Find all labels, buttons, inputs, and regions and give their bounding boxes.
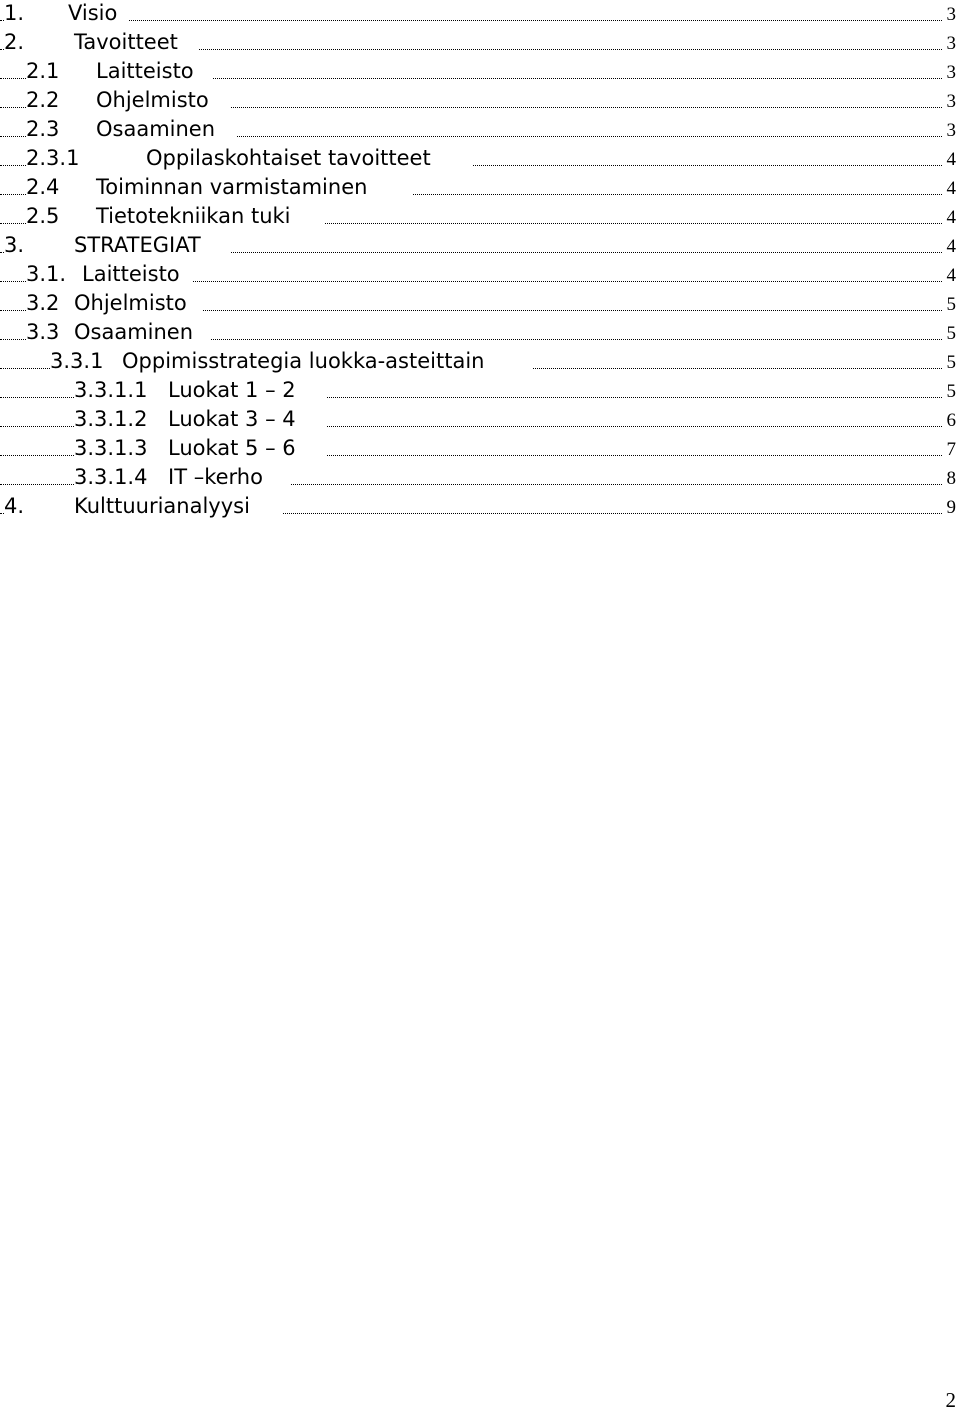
- toc-number: 3.3.1.1: [74, 378, 148, 402]
- page-number: 2: [945, 1388, 956, 1412]
- toc-row-8[interactable]: [0, 203, 960, 232]
- toc-page-number: 3: [946, 118, 957, 144]
- toc-title: Kulttuurianalyysi: [74, 494, 250, 518]
- toc-title: Luokat 5 – 6: [168, 436, 296, 460]
- toc-number: 2.1: [26, 59, 60, 83]
- toc-number: 3.3.1: [50, 349, 104, 373]
- toc-number: 2.2: [26, 88, 60, 112]
- toc-row-18[interactable]: [0, 493, 960, 522]
- toc-number: 3.3.1.4: [74, 465, 148, 489]
- toc-page-number: 3: [946, 31, 957, 57]
- dot-leader: [0, 20, 942, 21]
- toc-number: 2.: [4, 30, 25, 54]
- toc-title: Osaaminen: [74, 320, 194, 344]
- toc-row-12[interactable]: [0, 319, 960, 348]
- toc-title: Luokat 1 – 2: [168, 378, 296, 402]
- toc-title: Ohjelmisto: [96, 88, 209, 112]
- toc-title: Osaaminen: [96, 117, 216, 141]
- toc-title: STRATEGIAT: [74, 233, 201, 257]
- toc-page-number: 4: [946, 147, 957, 173]
- toc-number: 3.: [4, 233, 25, 257]
- toc-number: 4.: [4, 494, 25, 518]
- toc-row-11[interactable]: [0, 290, 960, 319]
- toc-row-17[interactable]: [0, 464, 960, 493]
- toc-number: 3.3.1.2: [74, 407, 148, 431]
- toc-page-number: 4: [946, 205, 957, 231]
- toc-row-13[interactable]: [0, 348, 960, 377]
- toc-title: Laitteisto: [96, 59, 194, 83]
- toc-number: 2.3.1: [26, 146, 80, 170]
- toc-page-number: 4: [946, 234, 957, 260]
- toc-row-10[interactable]: [0, 261, 960, 290]
- toc-row-14[interactable]: [0, 377, 960, 406]
- toc-page-number: 3: [946, 89, 957, 115]
- toc-number: 2.3: [26, 117, 60, 141]
- toc-page-number: 6: [946, 408, 957, 434]
- toc-page-number: 4: [946, 176, 957, 202]
- toc-row-9[interactable]: [0, 232, 960, 261]
- toc-row-5[interactable]: [0, 116, 960, 145]
- toc-number: 2.4: [26, 175, 60, 199]
- toc-title: Visio: [68, 1, 118, 25]
- toc-title: Luokat 3 – 4: [168, 407, 296, 431]
- toc-number: 3.1.: [26, 262, 67, 286]
- toc-title: Tavoitteet: [74, 30, 178, 54]
- toc-page-number: 5: [946, 379, 957, 405]
- toc-number: 1.: [4, 1, 25, 25]
- toc-page-number: 5: [946, 292, 957, 318]
- toc-row-2[interactable]: [0, 29, 960, 58]
- toc-page-number: 8: [946, 466, 957, 492]
- toc-row-7[interactable]: [0, 174, 960, 203]
- toc-page-number: 4: [946, 263, 957, 289]
- toc-page-number: 5: [946, 321, 957, 347]
- toc-number: 3.3.1.3: [74, 436, 148, 460]
- toc-number: 3.3: [26, 320, 60, 344]
- toc-row-16[interactable]: [0, 435, 960, 464]
- toc-row-3[interactable]: [0, 58, 960, 87]
- toc-row-6[interactable]: [0, 145, 960, 174]
- toc-title: Oppimisstrategia luokka-asteittain: [122, 349, 485, 373]
- toc-title: Toiminnan varmistaminen: [96, 175, 368, 199]
- toc-title: Ohjelmisto: [74, 291, 187, 315]
- toc-title: IT –kerho: [168, 465, 263, 489]
- toc-page-number: 9: [946, 495, 957, 521]
- toc-number: 3.2: [26, 291, 60, 315]
- toc-row-15[interactable]: [0, 406, 960, 435]
- toc-title: Tietotekniikan tuki: [96, 204, 291, 228]
- toc-title: Laitteisto: [82, 262, 180, 286]
- toc-page-number: 5: [946, 350, 957, 376]
- toc-page-number: 3: [946, 2, 957, 28]
- toc-number: 2.5: [26, 204, 60, 228]
- toc-title: Oppilaskohtaiset tavoitteet: [146, 146, 431, 170]
- toc-page-number: 7: [946, 437, 957, 463]
- toc-row-4[interactable]: [0, 87, 960, 116]
- toc-page-number: 3: [946, 60, 957, 86]
- toc-row-1[interactable]: [0, 0, 960, 29]
